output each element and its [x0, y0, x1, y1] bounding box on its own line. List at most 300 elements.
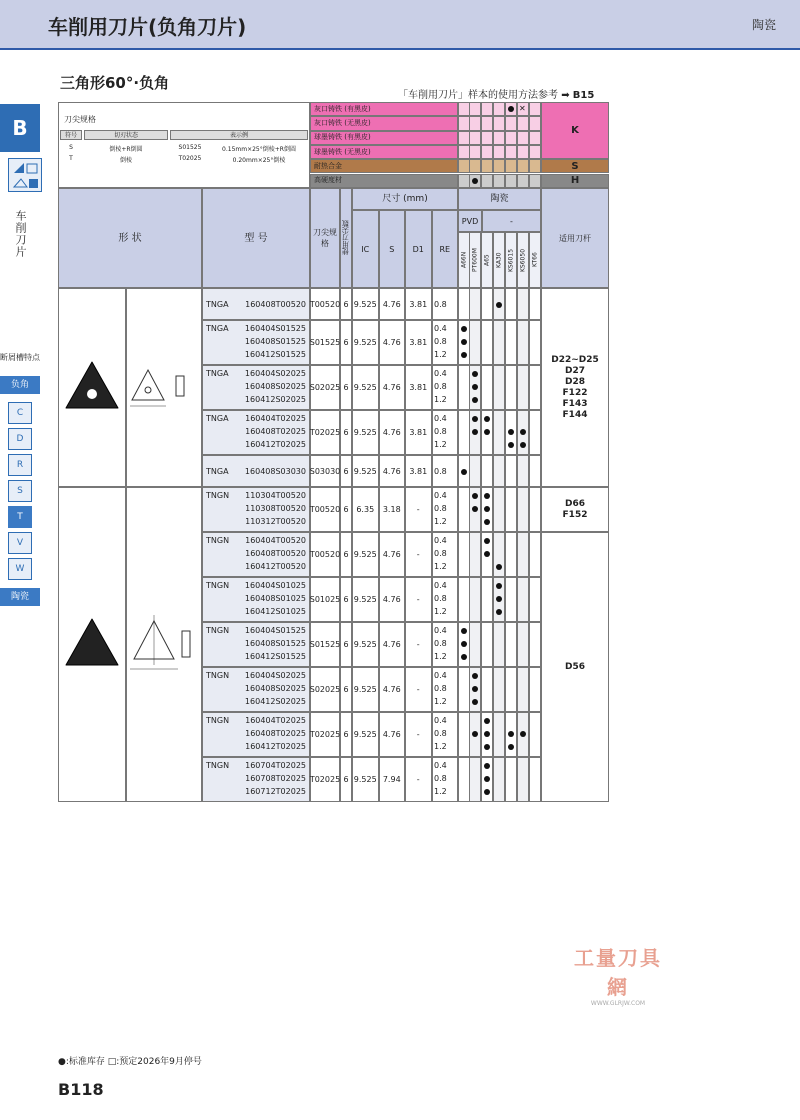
- model-code: 160404S02025: [244, 671, 306, 680]
- model-prefix: TNGA: [206, 300, 229, 309]
- section-title: 三角形60°·负角: [60, 74, 170, 92]
- col-dim-s: S: [379, 210, 406, 288]
- material-row-5: 高硬度材: [310, 174, 458, 188]
- re-value: 0.8: [434, 729, 447, 738]
- stock-dot: [461, 469, 467, 475]
- material-cell: [481, 145, 493, 159]
- material-cell: [493, 131, 505, 145]
- stock-dot: [484, 718, 490, 724]
- col-dash: -: [482, 210, 541, 232]
- re-value: 1.2: [434, 350, 447, 359]
- grade-cell: [505, 365, 517, 410]
- d1-cell: 3.81: [405, 320, 432, 365]
- model-prefix: TNGA: [206, 414, 229, 423]
- material-cell: [529, 102, 541, 116]
- grade-cell: [493, 365, 505, 410]
- grade-cell: [505, 577, 517, 622]
- spec-desc: 0.20mm×25°倒棱: [232, 157, 286, 164]
- tip-cell: S01525: [310, 622, 340, 667]
- model-code: 160408S01025: [244, 594, 306, 603]
- re-value: 0.8: [434, 504, 447, 513]
- model-code: 160708T02025: [245, 774, 306, 783]
- col-model: 型 号: [202, 188, 310, 288]
- model-prefix: TNGA: [206, 369, 229, 378]
- grade-cell: [469, 288, 481, 320]
- stock-dot: [472, 371, 478, 377]
- grade-cell: [505, 667, 517, 712]
- re-value: 0.8: [434, 382, 447, 391]
- material-cell: [493, 102, 505, 116]
- material-row-1: 灰口铸铁 (无黑皮): [310, 116, 458, 130]
- side-shape-c[interactable]: C: [8, 402, 32, 424]
- material-cell: [469, 131, 481, 145]
- model-prefix: TNGN: [206, 491, 230, 500]
- stock-dot: [508, 744, 514, 750]
- model-prefix: TNGN: [206, 536, 230, 545]
- model-code: 110304T00520: [245, 491, 306, 500]
- model-code: 160404T02025: [245, 716, 306, 725]
- side-shape-d[interactable]: D: [8, 428, 32, 450]
- tip-cell: S02025: [310, 365, 340, 410]
- col-tip: 刀尖规格: [310, 188, 340, 288]
- side-shape-s[interactable]: S: [8, 480, 32, 502]
- ic-cell: 9.525: [352, 455, 379, 487]
- side-chipbreaker[interactable]: 断屑槽特点: [0, 353, 40, 362]
- d1-cell: -: [405, 487, 432, 532]
- col-pvd: PVD: [458, 210, 482, 232]
- grade-cell: [517, 622, 529, 667]
- stock-dot: [484, 519, 490, 525]
- side-negative[interactable]: 负角: [0, 376, 40, 394]
- spec-symbol: T: [69, 155, 73, 162]
- s-cell: 4.76: [379, 320, 406, 365]
- product-table: [58, 102, 609, 802]
- model-code: 160404T00520: [245, 536, 306, 545]
- material-cell: [493, 159, 505, 173]
- edges-cell: 6: [340, 455, 352, 487]
- grade-cell: [529, 667, 541, 712]
- stock-dot: [484, 776, 490, 782]
- tip-cell: T02025: [310, 410, 340, 455]
- spec-edge: 倒棱+R倒圆: [109, 146, 143, 153]
- grade-cell: [469, 757, 481, 802]
- stock-dot: [472, 731, 478, 737]
- grade-cell: [505, 455, 517, 487]
- ic-cell: 9.525: [352, 320, 379, 365]
- grade-cell: [481, 365, 493, 410]
- grade-cell: [493, 622, 505, 667]
- grade-header-pt600m: PT600M: [469, 232, 481, 288]
- re-value: 1.2: [434, 395, 447, 404]
- grade-cell: [529, 320, 541, 365]
- grade-cell: [469, 577, 481, 622]
- stock-dot: [472, 699, 478, 705]
- re-value: 0.4: [434, 369, 447, 378]
- material-cell: [517, 116, 529, 130]
- section-tab-b[interactable]: B: [0, 104, 40, 152]
- stock-dot: [484, 493, 490, 499]
- drawing-tngn-icon: [130, 615, 200, 679]
- ic-cell: 9.525: [352, 365, 379, 410]
- material-cell: [529, 145, 541, 159]
- re-value: 0.8: [434, 684, 447, 693]
- tip-cell: T00520: [310, 532, 340, 577]
- grade-cell: [529, 455, 541, 487]
- tip-cell: S03030: [310, 455, 340, 487]
- tip-cell: T02025: [310, 712, 340, 757]
- re-value: 0.8: [434, 549, 447, 558]
- re-value: 0.4: [434, 581, 447, 590]
- grade-cell: [493, 455, 505, 487]
- model-code: 160412T02025: [245, 440, 306, 449]
- insert-shapes-icon: [8, 158, 42, 192]
- grade-cell: [481, 622, 493, 667]
- material-cell: [529, 116, 541, 130]
- model-code: 160412S01025: [244, 607, 306, 616]
- tip-cell: T02025: [310, 757, 340, 802]
- discontinued-mark: ✕: [519, 104, 526, 113]
- s-cell: 4.76: [379, 532, 406, 577]
- edges-cell: 6: [340, 577, 352, 622]
- stock-dot: [508, 442, 514, 448]
- stock-dot: [484, 763, 490, 769]
- tip-cell: S01025: [310, 577, 340, 622]
- category-label: 陶瓷: [751, 18, 776, 32]
- stock-dot: [484, 551, 490, 557]
- ic-cell: 9.525: [352, 622, 379, 667]
- material-row-4: 耐热合金: [310, 159, 458, 173]
- s-cell: 4.76: [379, 667, 406, 712]
- model-code: 160704T02025: [245, 761, 306, 770]
- grade-cell: [481, 288, 493, 320]
- s-cell: 4.76: [379, 712, 406, 757]
- grade-cell: [493, 320, 505, 365]
- edges-cell: 6: [340, 487, 352, 532]
- grade-header-a66n: A66N: [458, 232, 470, 288]
- grade-cell: [517, 532, 529, 577]
- grade-cell: [529, 622, 541, 667]
- grade-cell: [529, 487, 541, 532]
- d1-cell: 3.81: [405, 365, 432, 410]
- model-code: 160404T02025: [245, 414, 306, 423]
- insert-tnga-icon: [64, 360, 120, 416]
- s-cell: 4.76: [379, 577, 406, 622]
- spec-desc: 0.15mm×25°倒棱+R倒圆: [222, 146, 296, 153]
- stock-dot: [484, 731, 490, 737]
- s-cell: 4.76: [379, 622, 406, 667]
- grade-cell: [529, 757, 541, 802]
- stock-dot: [472, 397, 478, 403]
- material-cell: [469, 116, 481, 130]
- material-cell: [493, 145, 505, 159]
- grade-cell: [493, 410, 505, 455]
- ic-cell: 9.525: [352, 288, 379, 320]
- re-value: 1.2: [434, 607, 447, 616]
- stock-dot: [508, 731, 514, 737]
- material-cell: [481, 102, 493, 116]
- grade-cell: [529, 712, 541, 757]
- grade-dot: [472, 178, 478, 184]
- grade-header-ka30: KA30: [493, 232, 505, 288]
- col-shape: 形 状: [58, 188, 202, 288]
- grade-cell: [505, 320, 517, 365]
- spec-header-edge: 切刃状态: [84, 130, 168, 140]
- material-cell: [493, 116, 505, 130]
- spec-edge: 倒棱: [119, 157, 132, 164]
- grade-cell: [517, 320, 529, 365]
- grade-header-ks6015: KS6015: [505, 232, 517, 288]
- re-value: 0.8: [434, 774, 447, 783]
- re-value: 0.4: [434, 761, 447, 770]
- edges-cell: 6: [340, 410, 352, 455]
- ic-cell: 9.525: [352, 532, 379, 577]
- grade-cell: [505, 757, 517, 802]
- edges-cell: 6: [340, 365, 352, 410]
- model-code: 160408S01525: [244, 337, 306, 346]
- grade-cell: [529, 410, 541, 455]
- watermark-url: WWW.GLRJW.COM: [590, 1000, 646, 1007]
- grade-cell: [529, 577, 541, 622]
- re-value: 0.4: [434, 626, 447, 635]
- spec-symbol: S: [69, 144, 73, 151]
- material-row-0: 灰口铸铁 (有黑皮): [310, 102, 458, 116]
- grade-cell: [481, 667, 493, 712]
- header-divider: [0, 48, 800, 50]
- holder-tngn: D56: [541, 532, 609, 802]
- stock-dot: [484, 744, 490, 750]
- edges-cell: 6: [340, 667, 352, 712]
- grade-cell: [529, 532, 541, 577]
- model-prefix: TNGN: [206, 716, 230, 725]
- re-value: 1.2: [434, 562, 447, 571]
- material-cell: [529, 159, 541, 173]
- col-dim-re: RE: [432, 210, 459, 288]
- ic-cell: 9.525: [352, 577, 379, 622]
- s-cell: 4.76: [379, 410, 406, 455]
- page-title: 车削用刀片(负角刀片): [48, 15, 247, 39]
- d1-cell: -: [405, 532, 432, 577]
- grade-cell: [481, 455, 493, 487]
- re-value: 0.4: [434, 491, 447, 500]
- side-shape-w[interactable]: W: [8, 558, 32, 580]
- re-value: 1.2: [434, 517, 447, 526]
- stock-dot: [484, 538, 490, 544]
- grade-cell: [517, 577, 529, 622]
- grade-cell: [493, 532, 505, 577]
- stock-dot: [472, 686, 478, 692]
- material-cell: [517, 159, 529, 173]
- re-value: 0.8: [434, 467, 447, 476]
- tip-cell: T00520: [310, 288, 340, 320]
- ic-cell: 9.525: [352, 757, 379, 802]
- d1-cell: 3.81: [405, 410, 432, 455]
- stock-dot: [461, 339, 467, 345]
- model-code: 160408T02025: [245, 427, 306, 436]
- re-value: 1.2: [434, 697, 447, 706]
- grade-cell: [469, 320, 481, 365]
- vertical-category-label: 车削刀片: [14, 210, 27, 258]
- material-cell: [469, 145, 481, 159]
- model-code: 160712T02025: [245, 787, 306, 796]
- legend-note: ●:标准库存 □:预定2026年9月停号: [58, 1057, 202, 1067]
- spec-header-symbol: 符号: [60, 130, 82, 140]
- re-value: 1.2: [434, 440, 447, 449]
- stock-dot: [496, 596, 502, 602]
- model-code: 160404S01525: [244, 626, 306, 635]
- model-code: 110308T00520: [245, 504, 306, 513]
- stock-dot: [496, 302, 502, 308]
- stock-dot: [508, 429, 514, 435]
- grade-cell: [505, 288, 517, 320]
- holder-tngn-small: D66 F152: [541, 487, 609, 532]
- s-cell: 3.18: [379, 487, 406, 532]
- edges-cell: 6: [340, 622, 352, 667]
- side-shape-v[interactable]: V: [8, 532, 32, 554]
- side-shape-t[interactable]: T: [8, 506, 32, 528]
- grade-header-kt66: KT66: [529, 232, 541, 288]
- model-prefix: TNGN: [206, 626, 230, 635]
- model-code: 160412S01525: [244, 652, 306, 661]
- reference-text: 「车削用刀片」样本的使用方法参考: [398, 90, 558, 101]
- edges-cell: 6: [340, 757, 352, 802]
- grade-cell: [469, 622, 481, 667]
- side-ceramic[interactable]: 陶瓷: [0, 588, 40, 606]
- col-dim-d1: D1: [405, 210, 432, 288]
- d1-cell: -: [405, 757, 432, 802]
- stock-dot: [461, 326, 467, 332]
- material-cell: [469, 159, 481, 173]
- ic-cell: 6.35: [352, 487, 379, 532]
- grade-cell: [517, 365, 529, 410]
- ic-cell: 9.525: [352, 667, 379, 712]
- d1-cell: -: [405, 577, 432, 622]
- material-cell: [481, 159, 493, 173]
- stock-dot: [461, 628, 467, 634]
- re-value: 0.8: [434, 594, 447, 603]
- holder-tnga: D22~D25 D27 D28 F122 F143 F144: [541, 288, 609, 487]
- model-code: 110312T00520: [245, 517, 306, 526]
- stock-dot: [484, 506, 490, 512]
- material-cell: [517, 174, 529, 188]
- material-cell: [493, 174, 505, 188]
- s-cell: 7.94: [379, 757, 406, 802]
- stock-dot: [472, 506, 478, 512]
- model-code: 160408S02025: [244, 684, 306, 693]
- re-value: 0.4: [434, 414, 447, 423]
- grade-cell: [469, 532, 481, 577]
- edges-cell: 6: [340, 320, 352, 365]
- spec-code: T02025: [178, 155, 202, 162]
- model-code: 160412S01525: [244, 350, 306, 359]
- grade-cell: [493, 487, 505, 532]
- material-cell: [517, 145, 529, 159]
- model-code: 160408S01525: [244, 639, 306, 648]
- ic-cell: 9.525: [352, 712, 379, 757]
- s-cell: 4.76: [379, 455, 406, 487]
- spec-box-title: 刀尖规格: [64, 115, 96, 124]
- grade-cell: [481, 320, 493, 365]
- d1-cell: 3.81: [405, 288, 432, 320]
- arrow-icon: ➡: [561, 90, 570, 101]
- re-value: 1.2: [434, 787, 447, 796]
- re-value: 0.4: [434, 671, 447, 680]
- ic-cell: 9.525: [352, 410, 379, 455]
- stock-dot: [461, 654, 467, 660]
- grade-cell: [481, 577, 493, 622]
- stock-dot: [520, 731, 526, 737]
- s-cell: 4.76: [379, 288, 406, 320]
- grade-cell: [493, 712, 505, 757]
- re-value: 0.8: [434, 639, 447, 648]
- model-code: 160408S03030: [244, 467, 306, 476]
- grade-cell: [517, 757, 529, 802]
- grade-cell: [517, 288, 529, 320]
- model-code: 160408S02025: [244, 382, 306, 391]
- material-cell: [529, 174, 541, 188]
- re-value: 0.8: [434, 337, 447, 346]
- stock-dot: [520, 442, 526, 448]
- grade-cell: [517, 667, 529, 712]
- grade-cell: [505, 487, 517, 532]
- grade-cell: [493, 667, 505, 712]
- page-header: [0, 0, 800, 48]
- stock-dot: [520, 429, 526, 435]
- re-value: 0.4: [434, 536, 447, 545]
- re-value: 1.2: [434, 652, 447, 661]
- reference-page: B15: [572, 90, 595, 101]
- grade-header-ks6050: KS6050: [517, 232, 529, 288]
- grade-cell: [529, 365, 541, 410]
- material-cell: [505, 159, 517, 173]
- stock-dot: [484, 429, 490, 435]
- material-cell: [481, 174, 493, 188]
- model-code: 160412T02025: [245, 742, 306, 751]
- group-h: H: [541, 174, 609, 188]
- re-value: 1.2: [434, 742, 447, 751]
- material-cell: [469, 102, 481, 116]
- stock-dot: [461, 352, 467, 358]
- material-cell: [481, 116, 493, 130]
- model-code: 160404S02025: [244, 369, 306, 378]
- model-code: 160408T00520: [245, 300, 306, 309]
- re-value: 0.4: [434, 716, 447, 725]
- group-s: S: [541, 159, 609, 173]
- model-code: 160404S01025: [244, 581, 306, 590]
- side-shape-r[interactable]: R: [8, 454, 32, 476]
- re-value: 0.4: [434, 324, 447, 333]
- grade-header-a65: A65: [481, 232, 493, 288]
- spec-code: S01525: [178, 144, 202, 151]
- material-cell: [481, 131, 493, 145]
- model-prefix: TNGN: [206, 671, 230, 680]
- material-cell: [529, 131, 541, 145]
- re-value: 0.8: [434, 427, 447, 436]
- col-ceramic: 陶瓷: [458, 188, 541, 210]
- stock-dot: [472, 416, 478, 422]
- edges-cell: 6: [340, 288, 352, 320]
- d1-cell: -: [405, 667, 432, 712]
- material-cell: [505, 116, 517, 130]
- grade-cell: [469, 455, 481, 487]
- model-prefix: TNGN: [206, 761, 230, 770]
- model-prefix: TNGN: [206, 581, 230, 590]
- stock-dot: [472, 493, 478, 499]
- material-row-3: 球墨铸铁 (无黑皮): [310, 145, 458, 159]
- reference-note[interactable]: [398, 86, 594, 101]
- d1-cell: -: [405, 712, 432, 757]
- col-dims: 尺寸 (mm): [352, 188, 458, 210]
- model-code: 160408T02025: [245, 729, 306, 738]
